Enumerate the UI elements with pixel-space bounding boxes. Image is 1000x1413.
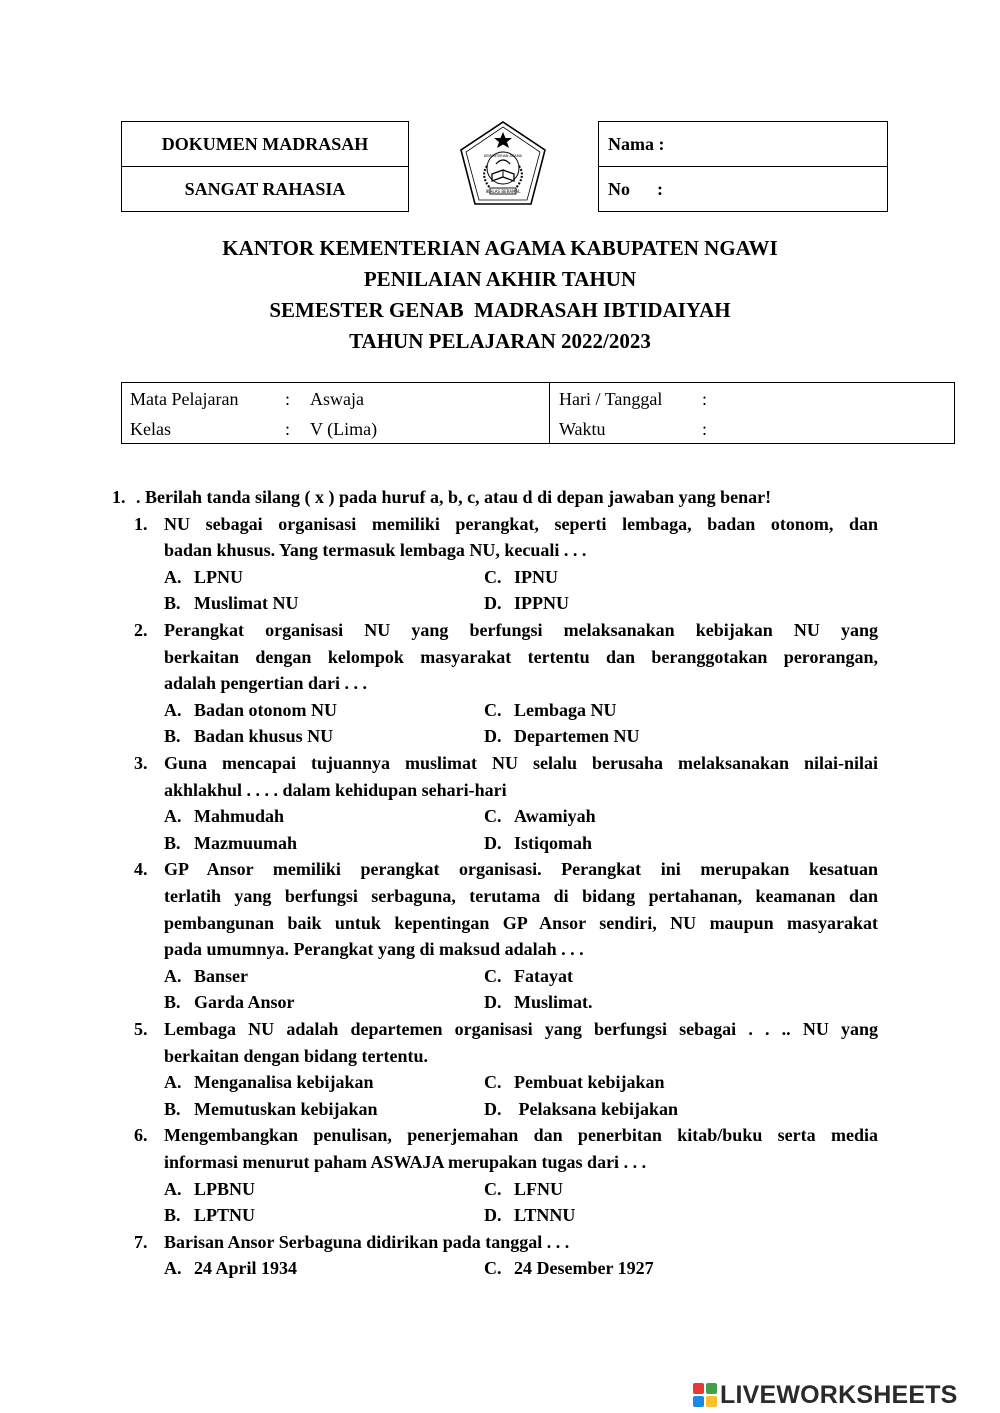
- answer-option[interactable]: [164, 564, 243, 591]
- option-letter: A.: [164, 1258, 182, 1279]
- document-classification-box: [121, 121, 409, 212]
- option-text: Menganalisa kebijakan: [194, 1072, 374, 1093]
- section-instruction: [112, 484, 771, 511]
- question-number: 4.: [134, 859, 148, 880]
- answer-option[interactable]: [484, 1069, 665, 1096]
- question-text-line: berkaitan dengan bidang tertentu.: [164, 1045, 429, 1066]
- answer-option[interactable]: [164, 1202, 255, 1229]
- subject-colon: :: [285, 389, 291, 409]
- name-label: Nama :: [608, 134, 665, 154]
- option-letter: A.: [164, 1178, 182, 1199]
- option-letter: B.: [164, 992, 181, 1013]
- question-text-line: NU sebagai organisasi memiliki perangkat, seperti lembaga, badan otonom, dan: [164, 513, 878, 534]
- answer-option[interactable]: [164, 1069, 374, 1096]
- option-text: Mazmuumah: [194, 832, 297, 853]
- class-colon: :: [285, 419, 291, 439]
- question-text-line: adalah pengertian dari . . .: [164, 673, 368, 694]
- question-text-line: Lembaga NU adalah departemen organisasi yang berfungsi sebagai . . .. NU yang: [164, 1019, 878, 1039]
- question-text-line: berkaitan dengan kelompok masyarakat tertentu dan beranggotakan perorangan,: [164, 646, 878, 667]
- option-text: IPNU: [514, 566, 558, 587]
- exam-title: [0, 233, 1000, 357]
- liveworksheets-watermark: [693, 1378, 958, 1412]
- option-letter: C.: [484, 1178, 502, 1199]
- answer-option[interactable]: [164, 1176, 255, 1203]
- option-text: Banser: [194, 965, 248, 986]
- answer-option[interactable]: [484, 1255, 654, 1282]
- option-letter: B.: [164, 726, 181, 747]
- student-identity-box: [598, 121, 888, 212]
- option-letter: C.: [484, 566, 502, 587]
- option-text: Muslimat NU: [194, 593, 299, 614]
- option-text: Istiqomah: [514, 832, 593, 853]
- title-assessment: PENILAIAN AKHIR TAHUN: [363, 267, 637, 291]
- answer-option[interactable]: [484, 1176, 563, 1203]
- option-text: 24 Desember 1927: [514, 1258, 654, 1279]
- option-letter: C.: [484, 1258, 502, 1279]
- logo-motto-text: IKHLAS BERAMAL: [485, 189, 521, 194]
- answer-option[interactable]: [164, 723, 333, 750]
- instruction-text: . Berilah tanda silang ( x ) pada huruf a, b, c, atau d di depan jawaban yang benar!: [136, 487, 772, 507]
- option-text: Fatayat: [514, 965, 573, 986]
- title-office: KANTOR KEMENTERIAN AGAMA KABUPATEN NGAWI: [222, 236, 778, 260]
- answer-option[interactable]: [164, 989, 295, 1016]
- question-text-line: informasi menurut paham ASWAJA merupakan tugas dari . . .: [164, 1152, 647, 1172]
- question-number: 3.: [134, 753, 148, 773]
- option-text: LPNU: [194, 566, 243, 587]
- document-label: DOKUMEN MADRASAH: [161, 134, 369, 154]
- answer-option[interactable]: [164, 1255, 297, 1282]
- option-letter: C.: [484, 965, 502, 986]
- answer-option[interactable]: [484, 564, 558, 591]
- section-number: 1.: [112, 487, 126, 507]
- option-letter: C.: [484, 1072, 502, 1093]
- answer-option[interactable]: [164, 590, 299, 617]
- option-text: IPPNU: [514, 593, 569, 614]
- option-text: LPBNU: [194, 1178, 256, 1199]
- answer-option[interactable]: [484, 1202, 575, 1229]
- star-icon: [494, 132, 512, 148]
- answer-option[interactable]: [484, 590, 569, 617]
- exam-info-table: [121, 382, 955, 444]
- info-row-subject: [122, 384, 954, 414]
- option-letter: D.: [484, 1098, 502, 1119]
- question-text-line: pada umumnya. Perangkat yang di maksud adalah . . .: [164, 939, 584, 960]
- answer-option[interactable]: [484, 830, 592, 857]
- question-text-line: Mengembangkan penulisan, penerjemahan dan penerbitan kitab/buku serta media: [164, 1125, 878, 1146]
- day-label: Hari / Tanggal: [559, 389, 663, 409]
- option-text: Lembaga NU: [514, 699, 617, 720]
- option-letter: B.: [164, 832, 181, 853]
- option-text: Pembuat kebijakan: [514, 1072, 665, 1093]
- question-text-line: GP Ansor memiliki perangkat organisasi. Perangkat ini merupakan kesatuan: [164, 859, 878, 880]
- question-number: 2.: [134, 620, 148, 640]
- option-letter: C.: [484, 806, 502, 827]
- option-text: Awamiyah: [514, 806, 596, 827]
- option-letter: A.: [164, 566, 182, 587]
- info-row-class: [122, 414, 954, 444]
- question-number: 7.: [134, 1231, 148, 1252]
- answer-option[interactable]: [164, 803, 284, 830]
- class-value: V (Lima): [310, 419, 378, 439]
- option-text: Muslimat.: [514, 992, 593, 1013]
- secrecy-label: SANGAT RAHASIA: [184, 179, 346, 199]
- answer-option[interactable]: [164, 1096, 378, 1123]
- option-letter: A.: [164, 806, 182, 827]
- option-letter: B.: [164, 1098, 181, 1119]
- option-text: Pelaksana kebijakan: [514, 1098, 679, 1119]
- option-text: LFNU: [514, 1178, 563, 1199]
- option-text: Badan otonom NU: [194, 699, 338, 720]
- question-text-line: Guna mencapai tujuannya muslimat NU selalu berusaha melaksanakan nilai-nilai: [164, 753, 878, 773]
- question-text-line: Perangkat organisasi NU yang berfungsi melaksanakan kebijakan NU yang: [164, 620, 878, 640]
- option-text: LTNNU: [514, 1205, 576, 1226]
- answer-option[interactable]: [484, 963, 573, 990]
- option-letter: A.: [164, 965, 182, 986]
- answer-option[interactable]: [484, 697, 617, 724]
- answer-option[interactable]: [484, 803, 596, 830]
- time-colon: :: [702, 419, 708, 439]
- option-letter: D.: [484, 992, 502, 1013]
- time-label: Waktu: [559, 419, 606, 439]
- ministry-logo: [456, 118, 550, 210]
- answer-option[interactable]: [164, 830, 297, 857]
- watermark-text: LIVEWORKSHEETS: [720, 1380, 958, 1409]
- liveworksheets-logo-icon: [693, 1383, 717, 1407]
- title-year: TAHUN PELAJARAN 2022/2023: [349, 329, 651, 353]
- option-letter: D.: [484, 593, 502, 614]
- option-letter: C.: [484, 699, 502, 720]
- subject-label: Mata Pelajaran: [130, 389, 239, 409]
- question-text-line: akhlakhul . . . . dalam kehidupan sehari-hari: [164, 779, 507, 800]
- option-letter: A.: [164, 1072, 182, 1093]
- option-letter: D.: [484, 1205, 502, 1226]
- option-text: Mahmudah: [194, 806, 285, 827]
- option-text: Memutuskan kebijakan: [194, 1098, 378, 1119]
- option-text: Departemen NU: [514, 726, 640, 747]
- answer-option[interactable]: [164, 697, 337, 724]
- option-text: 24 April 1934: [194, 1258, 298, 1279]
- question-number: 6.: [134, 1125, 148, 1146]
- question-number: 1.: [134, 513, 148, 534]
- option-letter: A.: [164, 699, 182, 720]
- logo-text: KEMENTERIAN AGAMA: [484, 154, 522, 158]
- option-letter: B.: [164, 593, 181, 614]
- option-letter: D.: [484, 726, 502, 747]
- number-label: No :: [608, 179, 663, 199]
- question-text-line: badan khusus. Yang termasuk lembaga NU, kecuali . . .: [164, 540, 587, 561]
- answer-option[interactable]: [484, 1096, 678, 1123]
- subject-value: Aswaja: [310, 389, 364, 409]
- question-number: 5.: [134, 1019, 148, 1039]
- title-semester: SEMESTER GENAB MADRASAH IBTIDAIYAH: [269, 298, 731, 322]
- question-text-line: pembangunan baik untuk kepentingan GP Ansor sendiri, NU maupun masyarakat: [164, 912, 878, 933]
- option-letter: D.: [484, 832, 502, 853]
- question-text-line: terlatih yang berfungsi serbaguna, terutama di bidang pertahanan, keamanan dan: [164, 886, 878, 906]
- option-text: Badan khusus NU: [194, 726, 334, 747]
- answer-option[interactable]: [484, 989, 593, 1016]
- answer-option[interactable]: [164, 963, 248, 990]
- option-text: Garda Ansor: [194, 992, 295, 1013]
- day-colon: :: [702, 389, 708, 409]
- class-label: Kelas: [130, 419, 171, 439]
- option-text: LPTNU: [194, 1205, 256, 1226]
- question-text-line: Barisan Ansor Serbaguna didirikan pada tanggal . . .: [164, 1231, 570, 1252]
- answer-option[interactable]: [484, 723, 639, 750]
- option-letter: B.: [164, 1205, 181, 1226]
